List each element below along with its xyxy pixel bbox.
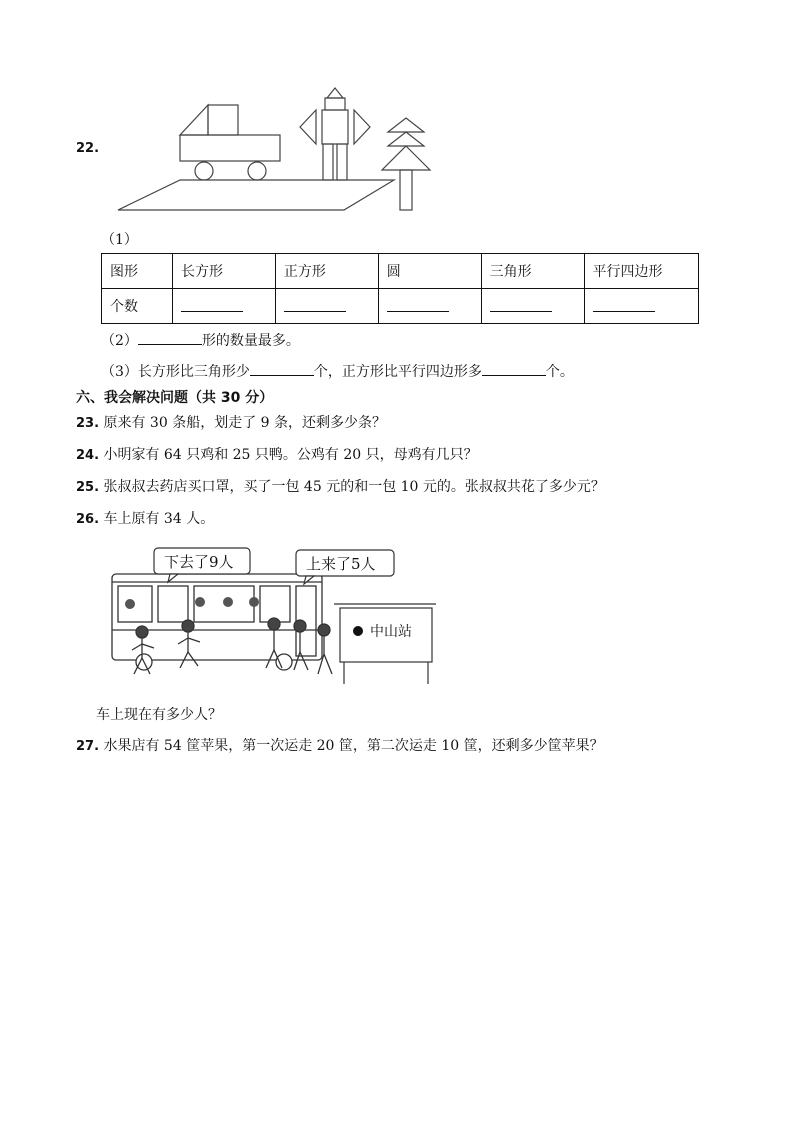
answer-blank-cell[interactable]: [584, 289, 699, 324]
truck-front-triangle: [180, 105, 208, 135]
table-cell: 个数: [102, 289, 173, 324]
robot-leg-right: [337, 144, 347, 180]
question-26-number: 26.: [76, 512, 100, 527]
table-cell: 三角形: [481, 254, 584, 289]
question-25: [76, 476, 605, 496]
robot-head-triangle: [327, 88, 343, 98]
tree-triangle-bottom: [382, 146, 430, 170]
question-22-number: 22.: [76, 141, 100, 156]
table-cell: 正方形: [275, 254, 378, 289]
q22-part1-label: （1）: [101, 232, 138, 248]
robot-arm-left-triangle: [300, 110, 316, 144]
truck-wheel-right: [248, 162, 266, 180]
question-24-text: 小明家有 64 只鸡和 25 只鸭。公鸡有 20 只，母鸡有几只？: [103, 447, 478, 463]
q22-part2-label: （2）: [101, 333, 138, 349]
shapes-figure: [110, 84, 440, 216]
tree-triangle-middle: [388, 132, 424, 146]
q22-part3: [101, 361, 574, 381]
station-sign-text: 中山站: [370, 624, 412, 640]
robot-neck-square: [325, 98, 345, 110]
bubble-left-text: 下去了9人: [164, 553, 234, 571]
q22-part3-text: 长方形比三角形少: [137, 364, 250, 380]
truck-wheel-left: [195, 162, 213, 180]
answer-blank[interactable]: [482, 361, 546, 376]
robot-arm-right-triangle: [354, 110, 370, 144]
table-header-row: [102, 254, 699, 289]
table-row: [102, 289, 699, 324]
question-26-text: 车上原有 34 人。: [103, 511, 215, 527]
robot-body-rect: [322, 110, 348, 144]
q22-part2: [101, 330, 300, 350]
table-cell: 平行四边形: [584, 254, 699, 289]
question-27: [76, 735, 604, 755]
q22-part2-suffix: 形的数量最多。: [201, 333, 300, 349]
question-24-number: 24.: [76, 448, 100, 463]
bus-wheel: [276, 654, 292, 670]
question-23: [76, 412, 386, 432]
bus-window: [158, 586, 188, 622]
question-27-text: 水果店有 54 筐苹果，第一次运走 20 筐，第二次运走 10 筐，还剩多少筐苹果？: [103, 738, 604, 754]
question-24: [76, 444, 478, 464]
table-cell: 圆: [378, 254, 481, 289]
bus-window: [260, 586, 290, 622]
section-6-title: 六、我会解决问题（共 30 分）: [76, 390, 274, 406]
answer-blank-cell[interactable]: [275, 289, 378, 324]
truck-body-rect: [180, 135, 280, 161]
question-25-number: 25.: [76, 480, 100, 495]
answer-blank-cell[interactable]: [173, 289, 276, 324]
parallelogram-ground: [118, 180, 394, 210]
table-cell: 长方形: [173, 254, 276, 289]
station-dot-icon: [353, 626, 363, 636]
answer-blank[interactable]: [250, 361, 314, 376]
q22-part3-text: 个。: [545, 364, 574, 380]
tree-trunk-rect: [400, 170, 412, 210]
tree-triangle-top: [388, 118, 424, 132]
table-cell: 图形: [102, 254, 173, 289]
question-23-number: 23.: [76, 416, 100, 431]
robot-leg-left: [323, 144, 333, 180]
question-25-text: 张叔叔去药店买口罩，买了一包 45 元的和一包 10 元的。张叔叔共花了多少元？: [103, 479, 605, 495]
bus-illustration: [108, 544, 440, 688]
q22-part3-label: （3）: [101, 364, 138, 380]
answer-blank[interactable]: [138, 330, 202, 345]
q22-part3-text: 个，正方形比平行四边形多: [313, 364, 482, 380]
shape-count-table: [101, 253, 699, 324]
question-27-number: 27.: [76, 739, 100, 754]
question-26: [76, 508, 214, 528]
truck-cabin-square: [208, 105, 238, 135]
question-23-text: 原来有 30 条船，划走了 9 条，还剩多少条？: [103, 415, 387, 431]
question-26-question: 车上现在有多少人？: [96, 707, 222, 723]
bubble-right-text: 上来了5人: [306, 555, 376, 573]
answer-blank-cell[interactable]: [481, 289, 584, 324]
answer-blank-cell[interactable]: [378, 289, 481, 324]
